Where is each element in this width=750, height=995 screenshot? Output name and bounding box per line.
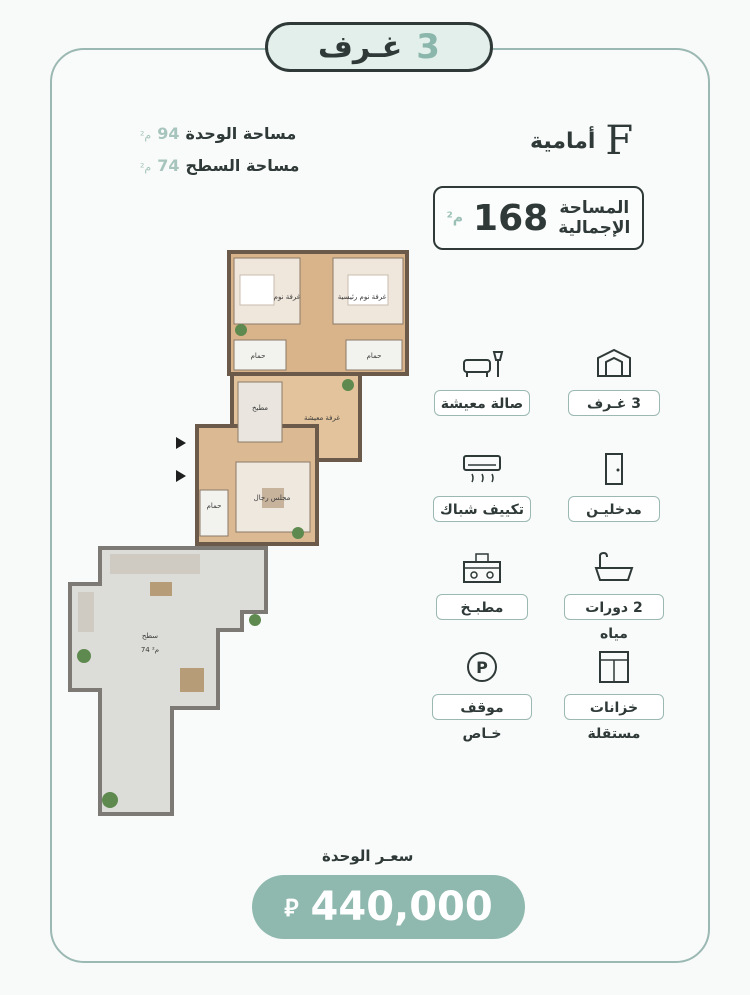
entrance-arrow-1: [176, 437, 186, 449]
parking-icon: [460, 650, 504, 686]
label-kitchen: مطبخ: [251, 404, 269, 412]
label-bedroom: غرفة نوم: [273, 293, 301, 301]
svg-text:P: P: [476, 658, 488, 677]
total-area-label-line2: الإجمالية: [558, 218, 631, 238]
total-area-unit: م²: [446, 210, 464, 226]
label-bathroom-1: حمام: [250, 352, 266, 360]
feature-entrances-label: مدخليـن: [568, 496, 660, 522]
rooms-icon: [592, 346, 636, 382]
feature-bathrooms: [564, 550, 664, 642]
rooms-word: غـرف: [318, 29, 403, 65]
feature-rooms-label: 3 غـرف: [568, 390, 660, 416]
feature-kitchen: [432, 550, 532, 620]
rooms-count: 3: [416, 27, 440, 67]
feature-entrances: [564, 452, 664, 522]
unit-area-label: مساحة الوحدة: [185, 124, 297, 143]
riyal-symbol: ⃁: [284, 893, 299, 922]
air-conditioner-icon: [460, 452, 504, 488]
entrance-arrow-2: [176, 470, 186, 482]
sofa-lamp-icon: [460, 346, 504, 382]
label-roof-area: 74 م²: [140, 646, 160, 654]
feature-air-conditioning: [432, 452, 532, 522]
feature-wardrobes-label: خزانات مستقلة: [564, 694, 664, 720]
total-area-label-line1: المساحة: [559, 198, 630, 218]
feature-air-conditioning-label: تكييف شباك: [433, 496, 531, 522]
feature-parking: [432, 650, 532, 742]
label-roof: سطح: [141, 632, 159, 640]
label-living: غرفة معيشة: [303, 414, 341, 422]
unit-area-value: 94: [157, 124, 180, 143]
price-badge: [252, 875, 525, 939]
bathtub-icon: [592, 550, 636, 586]
door-icon: [592, 452, 636, 488]
roof-floor-plan: [70, 548, 266, 814]
feature-bathrooms-label: 2 دورات مياه: [564, 594, 664, 620]
label-bathroom-2: حمام: [366, 352, 382, 360]
feature-living-room-label: صالة معيشة: [434, 390, 530, 416]
roof-area-unit: م²: [140, 161, 152, 174]
feature-kitchen-label: مطبـخ: [436, 594, 528, 620]
total-area-value: 168: [473, 197, 549, 239]
feature-rooms: [564, 346, 664, 416]
label-majlis: مجلس رجال: [253, 494, 291, 502]
unit-area-unit: م²: [140, 129, 152, 142]
wardrobe-icon: [592, 650, 636, 686]
facing-word: أمامية: [530, 128, 596, 154]
roof-area-label: مساحة السطح: [185, 156, 300, 175]
price-value: 440,000: [310, 884, 493, 930]
feature-living-room: [432, 346, 532, 416]
label-master-bedroom: غرفة نوم رئيسية: [337, 293, 387, 301]
facing-letter: F: [605, 118, 634, 164]
feature-parking-label: موقف خـاص: [432, 694, 532, 720]
label-bathroom-3: حمام: [206, 502, 222, 510]
kitchen-stove-icon: [460, 550, 504, 586]
roof-area-value: 74: [157, 156, 180, 175]
price-label: سعـر الوحدة: [322, 847, 414, 865]
feature-wardrobes: [564, 650, 664, 742]
